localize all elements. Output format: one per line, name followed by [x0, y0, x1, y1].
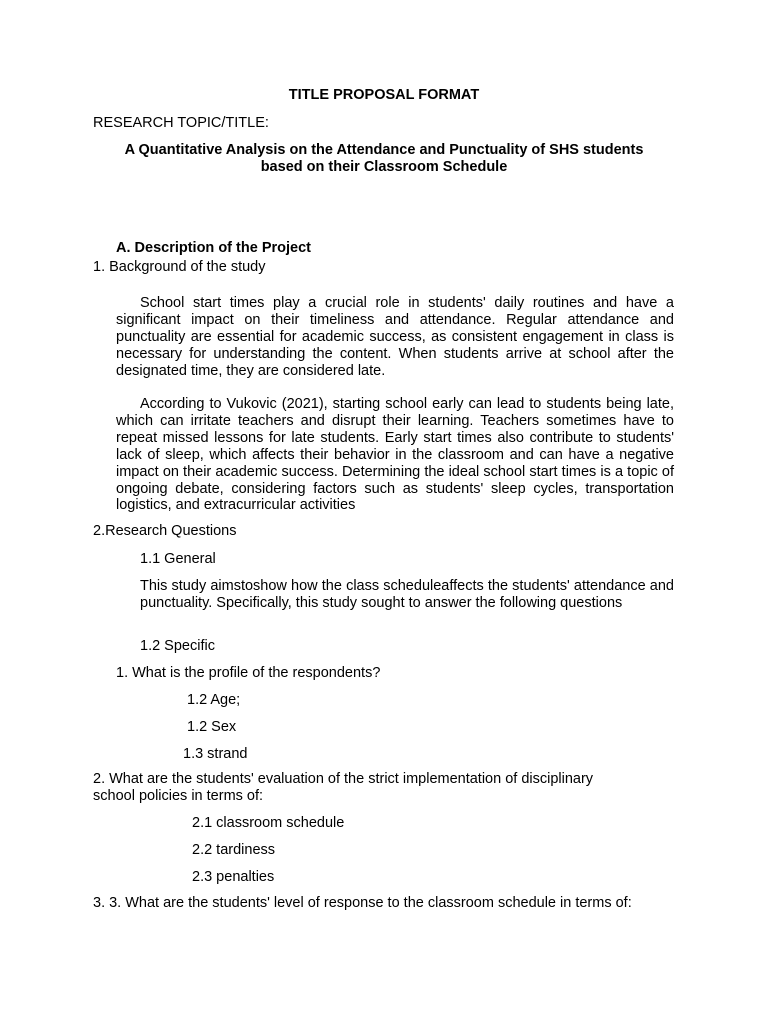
research-title-line2: based on their Classroom Schedule [260, 159, 508, 175]
background-paragraph-2 [116, 396, 674, 514]
question-2-penalties: 2.3 penalties [192, 869, 275, 885]
background-paragraph-1-text: School start times play a crucial role in students' daily routines and have a significant impact on their timeliness and attendance. Regular attendance and punctuality are essential for academic success, as consistent engagement in class is necessary for understanding the content. When students arrive at school after the designated time, they are considered late. [116, 295, 674, 379]
question-2-classroom-schedule: 2.1 classroom schedule [192, 815, 345, 831]
research-title-line1: A Quantitative Analysis on the Attendance and Punctuality of SHS students [124, 142, 644, 158]
question-3: 3. 3. What are the students' level of response to the classroom schedule in terms of: [93, 895, 632, 911]
background-paragraph-2-text: According to Vukovic (2021), starting school early can lead to students being late, which can irritate teachers and disrupt their learning. Teachers sometimes have to repeat missed lessons for late students. Early start times also contribute to students' lack of sleep, which affects their behavior in the classroom and can have a negative impact on their academic success. Determining the ideal school start times is a topic of ongoing debate, considering factors such as students' sleep cycles, transportation logistics, and extracurricular activities [116, 396, 674, 514]
item-research-questions: 2.Research Questions [93, 523, 237, 539]
background-paragraph-1 [116, 295, 674, 380]
question-1: 1. What is the profile of the respondents? [116, 665, 381, 681]
question-1-sex: 1.2 Sex [187, 719, 237, 735]
general-paragraph: This study aimstoshow how the class scheduleaffects the students' attendance and punctuality. Specifically, this study sought to answer the following questions [140, 578, 674, 611]
general-label: 1.1 General [140, 551, 216, 567]
question-1-age: 1.2 Age; [187, 692, 241, 708]
page-heading: TITLE PROPOSAL FORMAT [288, 87, 480, 103]
question-2-line1: 2. What are the students' evaluation of the strict implementation of disciplinary [93, 771, 594, 787]
specific-label: 1.2 Specific [140, 638, 215, 654]
topic-label: RESEARCH TOPIC/TITLE: [93, 115, 269, 131]
question-2-tardiness: 2.2 tardiness [192, 842, 276, 858]
item-background: 1. Background of the study [93, 259, 266, 275]
section-a-heading: A. Description of the Project [116, 240, 311, 256]
question-1-strand: 1.3 strand [183, 746, 248, 762]
question-2-line2: school policies in terms of: [93, 788, 264, 804]
